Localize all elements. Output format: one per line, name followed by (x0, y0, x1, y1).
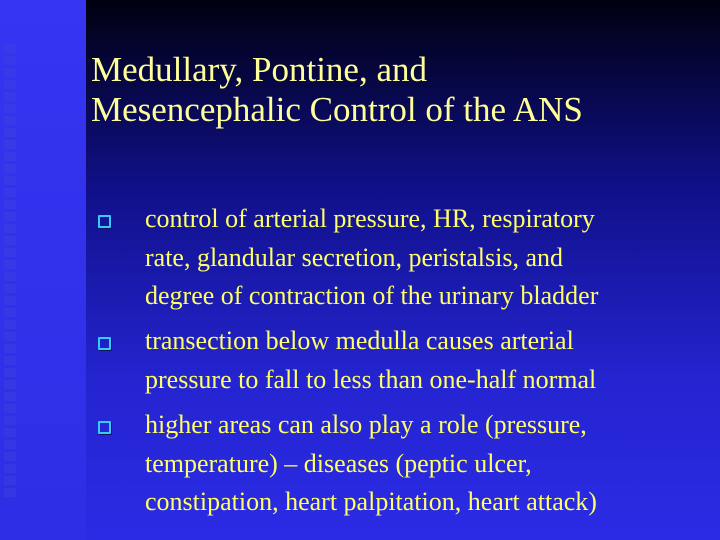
decorative-square (4, 128, 16, 137)
decorative-square (4, 356, 16, 365)
decorative-square (4, 380, 16, 389)
bullet-line: pressure to fall to less than one-half normal (145, 364, 597, 394)
square-bullet-icon (98, 421, 111, 434)
decorative-square (4, 176, 16, 185)
decorative-square (4, 344, 16, 353)
decorative-square (4, 320, 16, 329)
bullet-line: degree of contraction of the urinary bladder (145, 281, 599, 310)
decorative-square (4, 212, 16, 221)
decorative-square (4, 104, 16, 113)
decorative-square (4, 416, 16, 425)
decorative-square (4, 140, 16, 149)
decorative-square (4, 92, 16, 101)
square-bullet-icon (98, 215, 111, 228)
bullet-line: control of arterial pressure, HR, respiratory (145, 204, 595, 233)
decorative-square (4, 200, 16, 209)
decorative-square (4, 440, 16, 449)
decorative-square (4, 284, 16, 293)
decorative-square (4, 116, 16, 125)
decorative-square (4, 248, 16, 257)
decorative-square (4, 308, 16, 317)
bullet-line: higher areas can also play a role (pressure, (145, 410, 587, 439)
bullet-item (145, 322, 715, 399)
left-decorative-strip (0, 0, 86, 540)
decorative-square (4, 68, 16, 77)
decorative-square (4, 392, 16, 401)
decorative-square (4, 368, 16, 377)
square-bullet-icon (98, 337, 111, 350)
decorative-square (4, 476, 16, 485)
decorative-square (4, 152, 16, 161)
bullet-line: constipation, heart palpitation, heart attack) (145, 487, 597, 516)
decorative-square (4, 464, 16, 473)
decorative-square (4, 404, 16, 413)
bullet-line: temperature) – diseases (peptic ulcer, (145, 448, 532, 478)
bullet-line: rate, glandular secretion, peristalsis, and (145, 242, 564, 272)
bullet-item (145, 406, 715, 522)
decorative-square (4, 428, 16, 437)
decorative-square (4, 188, 16, 197)
decorative-square (4, 332, 16, 341)
decorative-square (4, 272, 16, 281)
decorative-square (4, 452, 16, 461)
title-line: Mesencephalic Control of the ANS (91, 90, 583, 129)
bullet-line: transection below medulla causes arterial (145, 326, 574, 355)
decorative-square (4, 80, 16, 89)
bullet-item (145, 200, 715, 316)
decorative-square (4, 296, 16, 305)
decorative-square (4, 236, 16, 245)
slide-title (91, 50, 583, 130)
decorative-square (4, 488, 16, 497)
decorative-square (4, 260, 16, 269)
decorative-square (4, 56, 16, 65)
decorative-square (4, 44, 16, 53)
title-line: Medullary, Pontine, and (91, 50, 428, 89)
decorative-square (4, 224, 16, 233)
decorative-square (4, 164, 16, 173)
